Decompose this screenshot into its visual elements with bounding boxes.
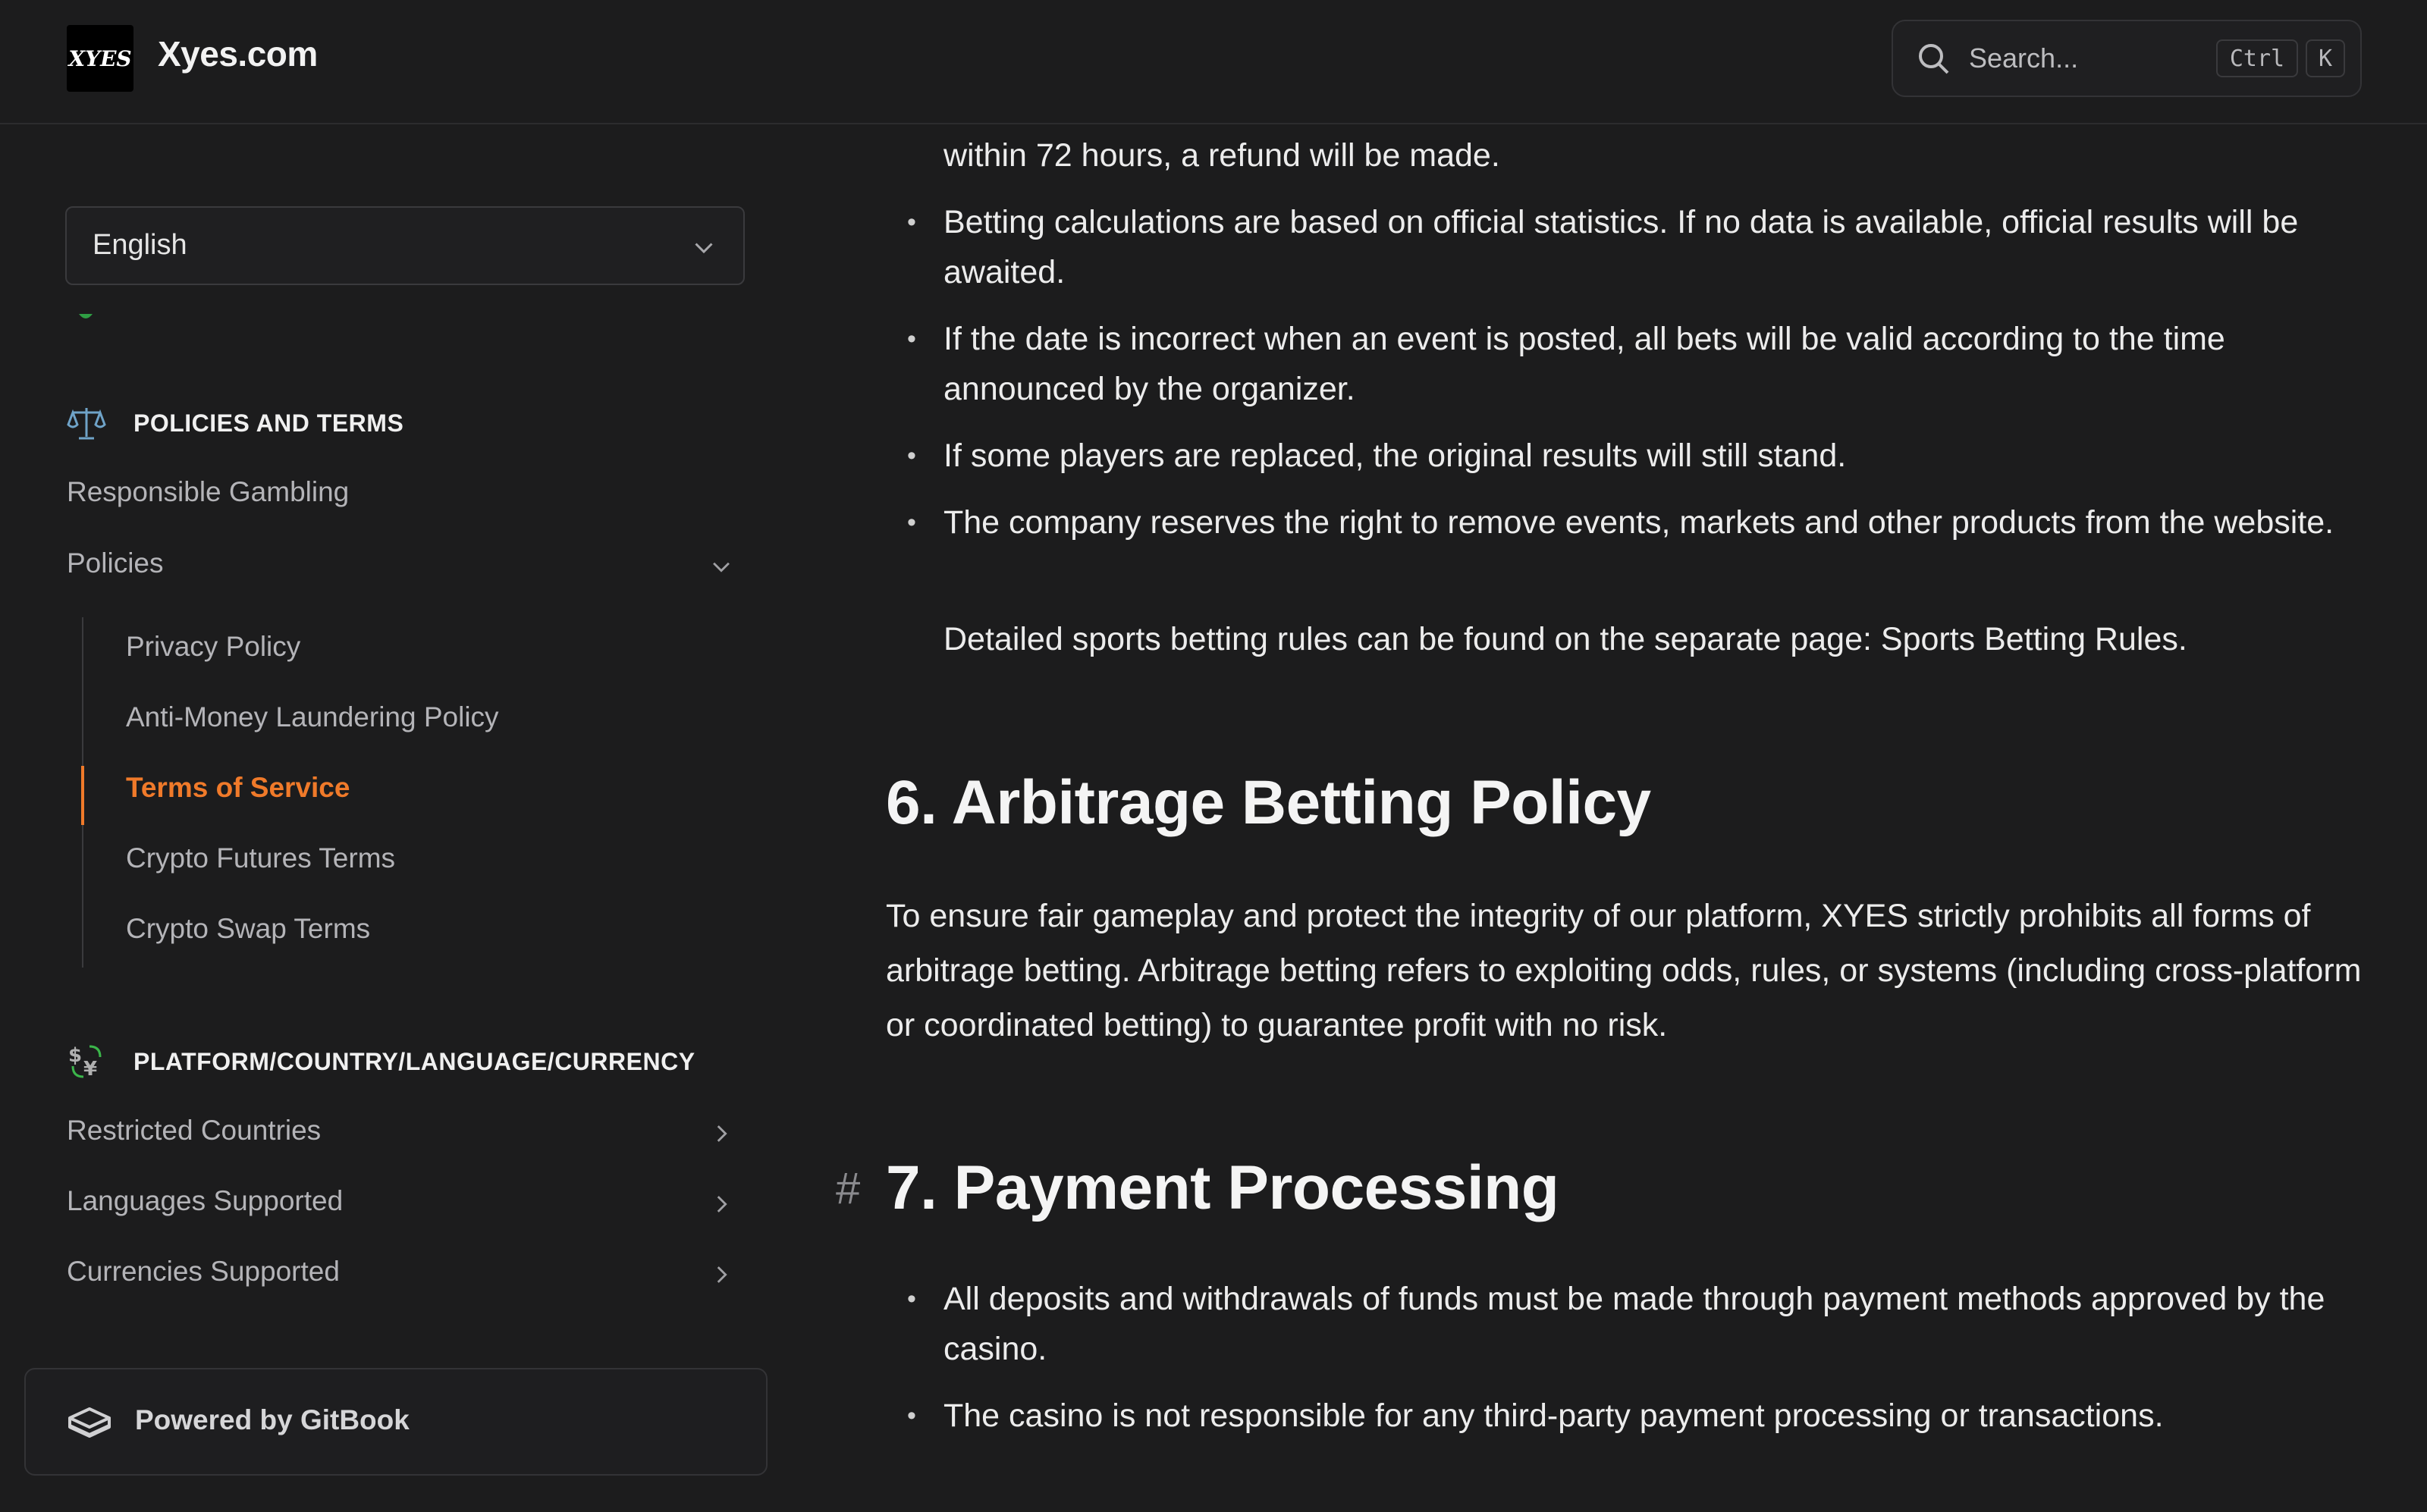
bullet-dot: • bbox=[907, 441, 916, 470]
shortcut-k-key: K bbox=[2306, 39, 2345, 77]
sidebar-item-label: Languages Supported bbox=[67, 1185, 344, 1216]
bullet-dot: • bbox=[907, 325, 916, 353]
language-select[interactable] bbox=[65, 206, 745, 285]
list-item-text: All deposits and withdrawals of funds must be made through payment methods approved by the casino. bbox=[943, 1281, 2325, 1367]
chevron-right-icon[interactable] bbox=[708, 1262, 734, 1288]
list-item-text: The company reserves the right to remove events, markets and other products from the website. bbox=[943, 504, 2334, 541]
list-item bbox=[907, 1391, 2354, 1441]
search-placeholder: Search... bbox=[1969, 42, 2079, 74]
sidebar-item-anti-money-laundering[interactable] bbox=[126, 701, 499, 733]
list-item bbox=[907, 431, 2354, 481]
section-6-heading: 6. Arbitrage Betting Policy bbox=[886, 768, 1651, 837]
section-6-paragraph: To ensure fair gameplay and protect the integrity of our platform, XYES strictly prohibits all forms of arbitrage betting. Arbitrage betting refers to exploiting odds, rules, or systems (including cross-platform or coordinated betting) to guarantee profit with no risk. bbox=[886, 898, 2362, 1043]
sidebar-item-label: Currencies Supported bbox=[67, 1256, 340, 1287]
sidebar-item-crypto-swap-terms[interactable] bbox=[126, 913, 370, 945]
site-logo[interactable] bbox=[67, 25, 133, 92]
list-item-text: within 72 hours, a refund will be made. bbox=[943, 137, 1500, 174]
sidebar-item-label: Responsible Gambling bbox=[67, 476, 350, 507]
bullet-dot: • bbox=[907, 208, 916, 237]
sidebar-item-privacy-policy[interactable] bbox=[126, 631, 300, 663]
scales-icon bbox=[67, 403, 106, 443]
gitbook-icon bbox=[67, 1403, 112, 1445]
bullet-dot: • bbox=[907, 508, 916, 537]
svg-text:¥: ¥ bbox=[83, 1058, 98, 1081]
list-item bbox=[907, 197, 2354, 297]
sidebar-item-responsible-gambling[interactable] bbox=[67, 476, 734, 508]
sidebar-item-label: Anti-Money Laundering Policy bbox=[126, 701, 499, 732]
sidebar-item-currencies-supported[interactable] bbox=[67, 1256, 734, 1288]
section-7-heading: 7. Payment Processing bbox=[886, 1153, 1559, 1222]
list-item bbox=[907, 497, 2354, 547]
logo-text: XYES bbox=[68, 45, 132, 71]
section-policies-and-terms bbox=[67, 403, 403, 443]
section-title: PLATFORM/COUNTRY/LANGUAGE/CURRENCY bbox=[133, 1047, 695, 1075]
bullet-dot: • bbox=[907, 1401, 916, 1430]
sidebar-item-crypto-futures-terms[interactable] bbox=[126, 842, 395, 874]
list-item bbox=[907, 314, 2354, 414]
shortcut-ctrl-key: Ctrl bbox=[2216, 39, 2298, 77]
gitbook-label: Powered by GitBook bbox=[135, 1404, 410, 1435]
chevron-right-icon[interactable] bbox=[708, 1121, 734, 1147]
site-title[interactable]: Xyes.com bbox=[158, 34, 318, 74]
sidebar-item-restricted-countries[interactable] bbox=[67, 1115, 734, 1147]
language-value: English bbox=[93, 229, 187, 261]
section-platform-country-language-currency bbox=[67, 1042, 695, 1081]
sidebar-item-label: Policies bbox=[67, 547, 164, 579]
top-header bbox=[0, 0, 2427, 124]
list-item-text: The casino is not responsible for any third-party payment processing or transactions. bbox=[943, 1398, 2164, 1434]
currency-exchange-icon bbox=[67, 1042, 106, 1081]
active-indicator bbox=[81, 766, 84, 825]
sidebar-item-languages-supported[interactable] bbox=[67, 1185, 734, 1217]
list-item bbox=[943, 130, 2354, 180]
chevron-right-icon[interactable] bbox=[708, 1191, 734, 1217]
bullet-dot: • bbox=[907, 1285, 916, 1313]
search-input[interactable] bbox=[1892, 20, 2362, 97]
list-item-text: Betting calculations are based on official statistics. If no data is available, official results will be awaited. bbox=[943, 204, 2299, 290]
list-item-text: If some players are replaced, the original results will still stand. bbox=[943, 438, 1847, 474]
note-text bbox=[943, 614, 2354, 664]
sidebar-item-label: Privacy Policy bbox=[126, 631, 301, 662]
section-title: POLICIES AND TERMS bbox=[133, 409, 404, 437]
powered-by-gitbook-link[interactable] bbox=[24, 1368, 768, 1476]
sidebar-item-label: Restricted Countries bbox=[67, 1115, 322, 1146]
sidebar-item-policies[interactable] bbox=[67, 547, 734, 579]
sidebar-item-label: Crypto Swap Terms bbox=[126, 913, 371, 944]
chevron-down-icon[interactable] bbox=[708, 554, 734, 579]
list-item bbox=[907, 1274, 2354, 1374]
search-icon bbox=[1916, 41, 1952, 77]
sidebar-item-label: Crypto Futures Terms bbox=[126, 842, 396, 874]
leaf-icon bbox=[77, 312, 94, 323]
list-item-text: If the date is incorrect when an event is posted, all bets will be valid according to the time announced by the organizer. bbox=[943, 321, 2225, 407]
chevron-down-icon bbox=[690, 234, 717, 261]
note-text-content: Detailed sports betting rules can be found on the separate page: Sports Betting Rules. bbox=[943, 621, 2187, 657]
heading-anchor-link[interactable]: # bbox=[836, 1164, 861, 1213]
sidebar-item-terms-of-service[interactable] bbox=[126, 772, 350, 804]
sidebar-item-label: Terms of Service bbox=[126, 772, 350, 803]
svg-text:$: $ bbox=[68, 1044, 83, 1067]
